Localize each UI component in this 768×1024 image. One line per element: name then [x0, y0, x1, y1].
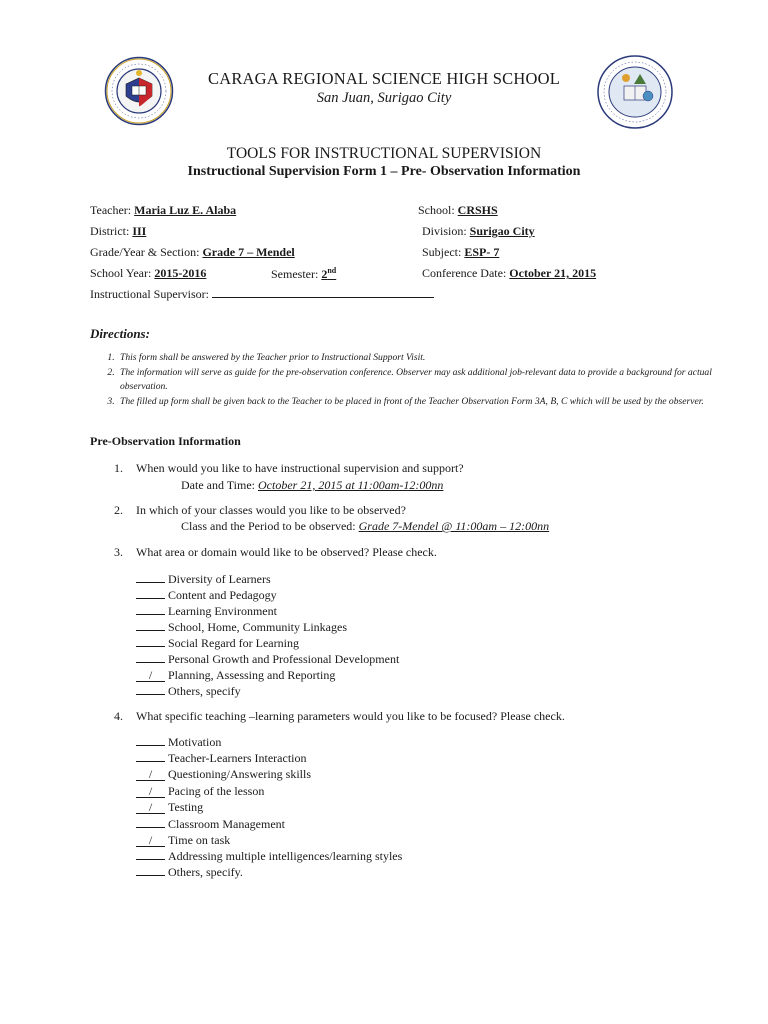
- option-label: Motivation: [168, 735, 222, 749]
- answer-1: [181, 478, 443, 493]
- checkbox-line[interactable]: [136, 745, 165, 746]
- parameter-option: [136, 751, 307, 766]
- division-label: Division:: [422, 224, 467, 238]
- district-field: [90, 224, 146, 239]
- grade-value: Grade 7 – Mendel: [202, 245, 295, 259]
- checkbox-line[interactable]: [136, 859, 165, 860]
- conference-date-value: October 21, 2015: [509, 266, 597, 280]
- parameter-option: [136, 817, 285, 832]
- checkbox-line[interactable]: /: [136, 834, 165, 847]
- option-label: Teacher-Learners Interaction: [168, 751, 307, 765]
- teacher-value: Maria Luz E. Alaba: [134, 203, 237, 217]
- subject-label: Subject:: [422, 245, 462, 259]
- option-label: Personal Growth and Professional Development: [168, 652, 400, 666]
- domain-option: [136, 668, 335, 683]
- direction-item: 3. The filled up form shall be given back to the Teacher to be placed in front of the Teacher Observation Form 3A, B, C which will be used by the observer.: [117, 395, 717, 410]
- teacher-label: Teacher:: [90, 203, 132, 217]
- option-label: Content and Pedagogy: [168, 588, 277, 602]
- checkbox-line[interactable]: [136, 662, 165, 663]
- question-text: In which of your classes would you like to be observed?: [136, 503, 406, 517]
- question-number: 1.: [114, 461, 123, 475]
- domain-option: [136, 636, 299, 651]
- option-label: Planning, Assessing and Reporting: [168, 668, 336, 682]
- answer-label: Date and Time:: [181, 478, 255, 492]
- domain-option: [136, 684, 241, 699]
- domain-option: [136, 588, 277, 603]
- checkbox-line[interactable]: [136, 694, 165, 695]
- question-text: What area or domain would like to be observed? Please check.: [136, 545, 437, 559]
- checkbox-line[interactable]: [136, 582, 165, 583]
- checkbox-line[interactable]: [136, 646, 165, 647]
- semester-field: [271, 266, 336, 282]
- answer-value: October 21, 2015 at 11:00am-12:00nn: [258, 478, 444, 492]
- grade-label: Grade/Year & Section:: [90, 245, 200, 259]
- grade-section-field: [90, 245, 295, 260]
- option-label: Social Regard for Learning: [168, 636, 299, 650]
- domain-option: [136, 652, 399, 667]
- school-field: [418, 203, 498, 218]
- parameter-option: [136, 849, 402, 864]
- school-year-field: [90, 266, 206, 281]
- answer-label: Class and the Period to be observed:: [181, 519, 356, 533]
- supervisor-blank-line: [212, 287, 434, 298]
- division-value: Surigao City: [469, 224, 535, 238]
- conference-date-label: Conference Date:: [422, 266, 507, 280]
- domain-option: [136, 604, 277, 619]
- school-value: CRSHS: [457, 203, 498, 217]
- school-name: CARAGA REGIONAL SCIENCE HIGH SCHOOL: [208, 69, 560, 88]
- option-label: Others, specify: [168, 684, 241, 698]
- option-label: Testing: [168, 800, 204, 814]
- question-number: 4.: [114, 709, 123, 723]
- option-label: Questioning/Answering skills: [168, 767, 311, 781]
- option-label: Diversity of Learners: [168, 572, 271, 586]
- directions-list: [90, 351, 717, 409]
- district-label: District:: [90, 224, 130, 238]
- checkbox-line[interactable]: /: [136, 768, 165, 781]
- question-number: 3.: [114, 545, 123, 559]
- school-year-value: 2015-2016: [154, 266, 207, 280]
- semester-value: 2nd: [321, 266, 337, 281]
- pre-observation-heading: Pre-Observation Information: [90, 434, 241, 448]
- supervisor-label: Instructional Supervisor:: [90, 287, 209, 301]
- directions-heading: Directions:: [90, 326, 150, 341]
- checkbox-line[interactable]: [136, 761, 165, 762]
- checkbox-line[interactable]: [136, 630, 165, 631]
- parameter-option: [136, 767, 311, 782]
- question-text: When would you like to have instructional supervision and support?: [136, 461, 464, 475]
- option-label: Time on task: [168, 833, 231, 847]
- direction-item: 1. This form shall be answered by the Teacher prior to Instructional Support Visit.: [117, 351, 717, 366]
- parameter-option: [136, 833, 230, 848]
- subject-value: ESP- 7: [464, 245, 500, 259]
- school-label: School:: [418, 203, 455, 217]
- district-value: III: [132, 224, 147, 238]
- answer-2: [181, 519, 549, 534]
- checkbox-line[interactable]: /: [136, 801, 165, 814]
- subject-field: [422, 245, 499, 260]
- option-label: Learning Environment: [168, 604, 277, 618]
- division-field: [422, 224, 535, 239]
- teacher-field: [90, 203, 236, 218]
- form-subtitle: Instructional Supervision Form 1 – Pre- Observation Information: [187, 164, 581, 179]
- answer-value: Grade 7-Mendel @ 11:00am – 12:00nn: [358, 519, 550, 533]
- domain-option: [136, 620, 347, 635]
- option-label: Classroom Management: [168, 817, 285, 831]
- checkbox-line[interactable]: /: [136, 669, 165, 682]
- school-year-label: School Year:: [90, 266, 152, 280]
- parameter-option: [136, 735, 221, 750]
- option-label: School, Home, Community Linkages: [168, 620, 347, 634]
- question-number: 2.: [114, 503, 123, 517]
- parameter-option: [136, 865, 243, 880]
- parameter-option: [136, 784, 264, 799]
- parameter-option: [136, 800, 203, 815]
- option-label: Addressing multiple intelligences/learning styles: [168, 849, 403, 863]
- checkbox-line[interactable]: [136, 875, 165, 876]
- checkbox-line[interactable]: [136, 598, 165, 599]
- conference-date-field: [422, 266, 596, 281]
- checkbox-line[interactable]: [136, 827, 165, 828]
- checkbox-line[interactable]: /: [136, 785, 165, 798]
- semester-label: Semester:: [271, 267, 319, 281]
- direction-item: 2. The information will serve as guide for the pre-observation conference. Observer may ask additional job-relevant data to provide a background for actual observation.: [117, 366, 717, 395]
- checkbox-line[interactable]: [136, 614, 165, 615]
- option-label: Pacing of the lesson: [168, 784, 265, 798]
- question-text: What specific teaching –learning parameters would you like to be focused? Please check.: [136, 709, 565, 723]
- option-label: Others, specify.: [168, 865, 243, 879]
- supervisor-field: [90, 287, 434, 302]
- domain-option: [136, 572, 271, 587]
- school-location: San Juan, Surigao City: [316, 90, 452, 106]
- document-title: TOOLS FOR INSTRUCTIONAL SUPERVISION: [226, 145, 542, 162]
